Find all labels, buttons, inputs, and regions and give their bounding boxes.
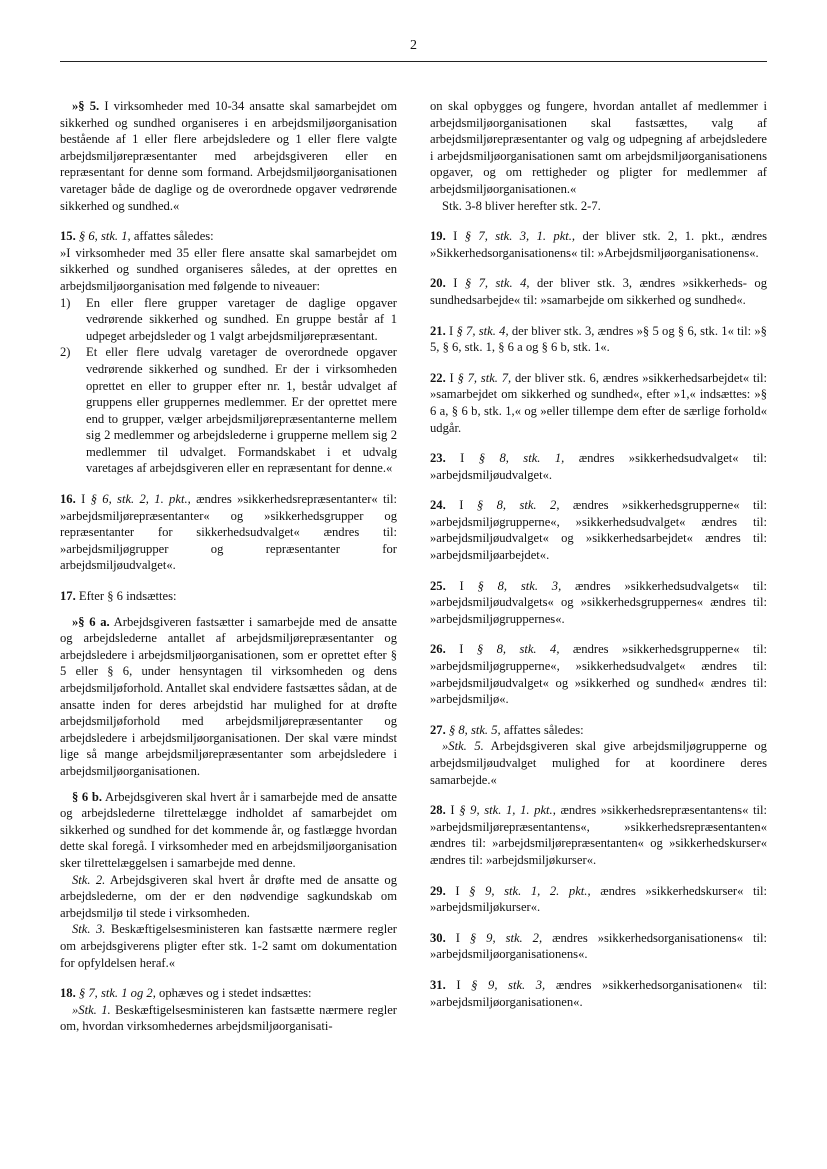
section-6a-heading: »§ 6 a.	[72, 614, 110, 629]
item-18	[60, 985, 397, 1002]
amendment-item	[430, 228, 767, 261]
amendment-item	[430, 450, 767, 483]
amendment-text: der bliver stk. 6, ændres »sikkerhedsarbejdet« til: »samarbejdet om sikkerhed og sundhed«, efter »1,« indsættes: »§ 6 a, § 6 b, stk. 1,« og »eller tillempe dem efter de særlige forhold« udgår.	[430, 370, 767, 435]
item-15	[60, 228, 397, 245]
stk-label: »Stk. 5.	[442, 739, 484, 754]
section-6a-paragraph	[60, 614, 397, 780]
page-number: 2	[410, 38, 417, 53]
amendment-number: 26.	[430, 642, 446, 657]
stk-label: »Stk. 1.	[72, 1002, 111, 1017]
amendment-reference: § 8, stk. 2,	[476, 498, 560, 513]
amendment-number: 28.	[430, 803, 446, 818]
section-5-heading: »§ 5.	[72, 99, 100, 113]
section-6b-stk3	[60, 921, 397, 971]
amendment-reference: § 9, stk. 3,	[471, 977, 546, 992]
item-15-text: affattes således:	[133, 229, 214, 244]
amendment-reference: § 8, stk. 1,	[478, 451, 565, 466]
amendment-prefix: I	[455, 883, 460, 898]
amendment-number: 19.	[430, 229, 446, 244]
header-rule	[60, 61, 767, 62]
amendment-number: 31.	[430, 977, 446, 992]
amendment-reference: § 7, stk. 4,	[456, 323, 509, 338]
amendment-text: ændres »sikkerhedsorganisationens« til: »arbejdsmiljøorganisationens«.	[430, 930, 767, 962]
amendment-text: ændres »sikkerhedsorganisationen« til: »arbejdsmiljøorganisationen«.	[430, 977, 768, 1009]
amendment-number: 29.	[430, 883, 446, 898]
amendment-reference: § 7, stk. 4,	[464, 276, 530, 291]
item-27-reference: § 8, stk. 5,	[448, 722, 501, 737]
amendment-text: der bliver stk. 2, 1. pkt., ændres »Sikkerhedsorganisationens« til: »Arbejdsmiljøorganisationens«.	[430, 229, 768, 260]
list-item-number: 1)	[60, 295, 71, 310]
stk-label: Stk. 3.	[72, 922, 106, 937]
item-18-text: ophæves og i stedet indsættes:	[159, 986, 312, 1001]
item-16-reference: § 6, stk. 2, 1. pkt.,	[90, 492, 191, 507]
section-6b-heading: § 6 b.	[72, 789, 103, 804]
list-item-text: Et eller flere udvalg varetager de overordnede opgaver vedrørende sikkerhed og sundhed. Er der i virksomheden oprettet en eller to grupper efter nr. 1, består udvalget af gruppens eller gruppernes medlemmer. Er der oprettet mere end to grupper, vælger arbejdsmiljørepræsentanterne mellem sig 2 medlemmer og arbejdslederne i grupperne mellem sig 2 medlemmer til udvalget. Formandskabet i et udvalg varetages af arbejdsgiveren eller en repræsentant for denne.«	[86, 345, 397, 476]
item-18-reference: § 7, stk. 1 og 2,	[78, 986, 156, 1001]
amendment-prefix: I	[449, 370, 454, 385]
amendment-reference: § 9, stk. 1, 2. pkt.,	[469, 883, 591, 898]
continued-paragraph: on skal opbygges og fungere, hvordan antallet af medlemmer i arbejdsmiljøorganisationen skal fastsættes, valg af arbejdsmiljørepræsentanter og valg og udpegning af arbejdsledere i arbejdsmiljøorganisationen samt om arbejdsmiljøorganisationens opgaver, og om rettigheder og pligter for medlemmer af arbejdsmiljøorganisationen.«	[430, 99, 767, 196]
item-18-stk1	[60, 1002, 397, 1035]
stk-text: Beskæftigelsesministeren kan fastsætte nærmere regler om arbejdsgiverens pligter efter stk. 1-2 samt om dokumentation for opfyldelsen heraf.«	[60, 922, 397, 970]
section-6a-text: Arbejdsgiveren fastsætter i samarbejde med de ansatte og arbejdslederne antallet af arbejdsmiljørepræsentanter og arbejdsledere i arbejdsmiljøorganisationen, som er oprettet efter § 5 eller § 6, under hensyntagen til virksomheden og dens arbejdsmiljøforhold. Antallet skal endvidere fastsættes sådan, at de ansatte inden for deres arbejdstid har mulighed for at drøfte arbejdsmiljøforhold med arbejdsmiljørepræsentanter og arbejdsledere i arbejdsmiljøorganisationen. Der skal være mindst lige så mange arbejdsmiljørepræsentanter som arbejdsledere i arbejdsmiljøorganisationen.	[60, 614, 397, 778]
amendment-prefix: I	[449, 323, 454, 338]
amendment-number: 22.	[430, 370, 446, 385]
amendment-item	[430, 578, 767, 628]
amendment-reference: § 9, stk. 2,	[469, 930, 543, 945]
amendment-item	[430, 641, 767, 707]
amendment-item	[430, 802, 767, 868]
amendment-number: 25.	[430, 578, 446, 593]
item-17-text: Efter § 6 indsættes:	[78, 589, 177, 604]
amendment-number: 24.	[430, 498, 446, 513]
section-6b-stk2	[60, 872, 397, 922]
amendment-item	[430, 323, 767, 356]
item-16-number: 16.	[60, 492, 76, 507]
item-15-reference: § 6, stk. 1,	[78, 229, 131, 244]
item-17-number: 17.	[60, 589, 76, 604]
item-16-prefix: I	[81, 492, 86, 507]
stk-text: Arbejdsgiveren skal give arbejdsmiljøgrupperne og arbejdsmiljøudvalget mulighed for at koordinere deres samarbejde.«	[430, 739, 767, 787]
amendment-text: ændres »sikkerhedsudvalget« til: »arbejdsmiljøudvalget«.	[430, 451, 767, 482]
item-16	[60, 491, 397, 574]
stk-renumber-note: Stk. 3-8 bliver herefter stk. 2-7.	[442, 198, 601, 213]
amendment-reference: § 8, stk. 4,	[476, 642, 560, 657]
item-27-text: affattes således:	[503, 722, 584, 737]
item-18-number: 18.	[60, 986, 76, 1001]
item-17	[60, 588, 397, 605]
amendment-text: ændres »sikkerhedsudvalgets« til: »arbejdsmiljøudvalgets« og »sikkerhedsgruppernes« ændres til: »arbejdsmiljøgruppernes«.	[430, 578, 767, 626]
amendment-prefix: I	[453, 229, 458, 244]
section-5-paragraph	[60, 98, 397, 214]
amendment-item	[430, 275, 767, 308]
amendment-prefix: I	[460, 451, 465, 466]
amendment-number: 30.	[430, 930, 446, 945]
section-6b-paragraph	[60, 789, 397, 872]
section-5-text: I virksomheder med 10-34 ansatte skal samarbejdet om sikkerhed og sundhed organiseres i en arbejdsmiljøorganisation bestående af 1 eller flere arbejdsledere og 1 eller flere valgte arbejdsmiljørepræsentanter med arbejdsgiveren eller en repræsentant for denne som formand. Arbejdsmiljøorganisationen varetager både de daglige og de overordnede opgaver vedrørende sikkerhed og sundhed.«	[60, 99, 397, 213]
amendment-prefix: I	[456, 977, 461, 992]
amendment-item	[430, 977, 767, 1010]
list-item	[60, 344, 397, 477]
amendment-reference: § 7, stk. 7,	[457, 370, 512, 385]
amendment-text: ændres »sikkerhedskurser« til: »arbejdsmiljøkurser«.	[430, 883, 768, 915]
list-item	[60, 295, 397, 345]
stk-label: Stk. 2.	[72, 872, 106, 887]
section-6b-text: Arbejdsgiveren skal hvert år i samarbejde med de ansatte og arbejdslederne tilrettelægge indholdet af samarbejdet om sikkerhed og sundhed for det kommende år, og fastlægge hvordan dette skal foregå. I virksomheder med en arbejdsmiljøorganisation sker tilrettelæggelsen i samarbejde med denne.	[60, 789, 397, 870]
item-15-body: »I virksomheder med 35 eller flere ansatte skal samarbejdet om sikkerhed og sundhed organiseres således, at der oprettes en arbejdsmiljøorganisation med følgende to niveauer:	[60, 245, 397, 293]
amendment-number: 20.	[430, 276, 446, 291]
left-column	[60, 98, 397, 1035]
amendment-text: ændres »sikkerhedsgrupperne« til: »arbejdsmiljøgrupperne«, »sikkerhedsudvalget« ændres til: »arbejdsmiljøudvalget« og »sikkerhed og sundhed« ændres til: »arbejdsmiljø«.	[430, 642, 767, 707]
list-item-text: En eller flere grupper varetager de daglige opgaver vedrørende sikkerhed og sundhed. En gruppe består af 1 udpeget arbejdsleder og 1 valgt arbejdsmiljørepræsentant.	[86, 295, 397, 343]
item-16-text: ændres »sikkerhedsrepræsentanter« til: »arbejdsmiljørepræsentanter« og »sikkerhedsgrupper og repræsentanter for sikkerhedsudvalget« ændres til: »arbejdsmiljøgrupper og repræsentanter for arbejdsmiljøudvalget«.	[60, 492, 398, 573]
amendment-text: der bliver stk. 3, ændres »sikkerheds- og sundhedsarbejde« til: »samarbejde om sikkerhed og sundhed«.	[430, 276, 767, 307]
amendment-item	[430, 883, 767, 916]
item-15-number: 15.	[60, 229, 76, 244]
amendment-item	[430, 497, 767, 563]
amendment-reference: § 8, stk. 3,	[477, 578, 562, 593]
list-item-number: 2)	[60, 345, 71, 360]
amendment-prefix: I	[450, 803, 455, 818]
amendment-reference: § 9, stk. 1, 1. pkt.,	[459, 803, 556, 818]
amendment-item	[430, 370, 767, 436]
amendment-number: 23.	[430, 451, 446, 466]
amendment-prefix: I	[455, 930, 460, 945]
amendment-prefix: I	[459, 498, 464, 513]
amendment-prefix: I	[459, 642, 464, 657]
amendment-prefix: I	[459, 578, 464, 593]
amendment-item	[430, 930, 767, 963]
amendment-number: 21.	[430, 323, 446, 338]
item-27-number: 27.	[430, 722, 446, 737]
amendment-text: ændres »sikkerhedsgrupperne« til: »arbejdsmiljøgrupperne«, »sikkerhedsudvalget« ændres til: »arbejdsmiljøudvalget« og »sikkerhedsarbejdet« ændres til: »arbejdsmiljøarbejdet«.	[430, 498, 767, 563]
amendment-prefix: I	[453, 276, 458, 291]
amendment-reference: § 7, stk. 3, 1. pkt.,	[464, 229, 576, 244]
right-column	[430, 98, 767, 1010]
stk-text: Arbejdsgiveren skal hvert år drøfte med de ansatte og arbejdslederne, om der er den nødvendige sagkundskab om arbejdsmiljø til stede i virksomheden.	[60, 872, 397, 920]
item-27-stk	[430, 738, 767, 788]
amendment-text: der bliver stk. 3, ændres »§ 5 og § 6, stk. 1« til: »§ 5, § 6, stk. 1, § 6 a og § 6 b, stk. 1«.	[430, 323, 767, 355]
amendment-text: ændres »sikkerhedsrepræsentantens« til: »arbejdsmiljørepræsentantens«, »sikkerhedsrepræsentanten« ændres til: »arbejdsmiljørepræsentanten« og »sikkerhedskurser« ændres til: »arbejdsmiljøkurser«.	[430, 803, 768, 867]
stk-text: Beskæftigelsesministeren kan fastsætte nærmere regler om, hvordan virksomhedernes arbejdsmiljøorganisati-	[60, 1002, 397, 1034]
item-27	[430, 722, 767, 739]
